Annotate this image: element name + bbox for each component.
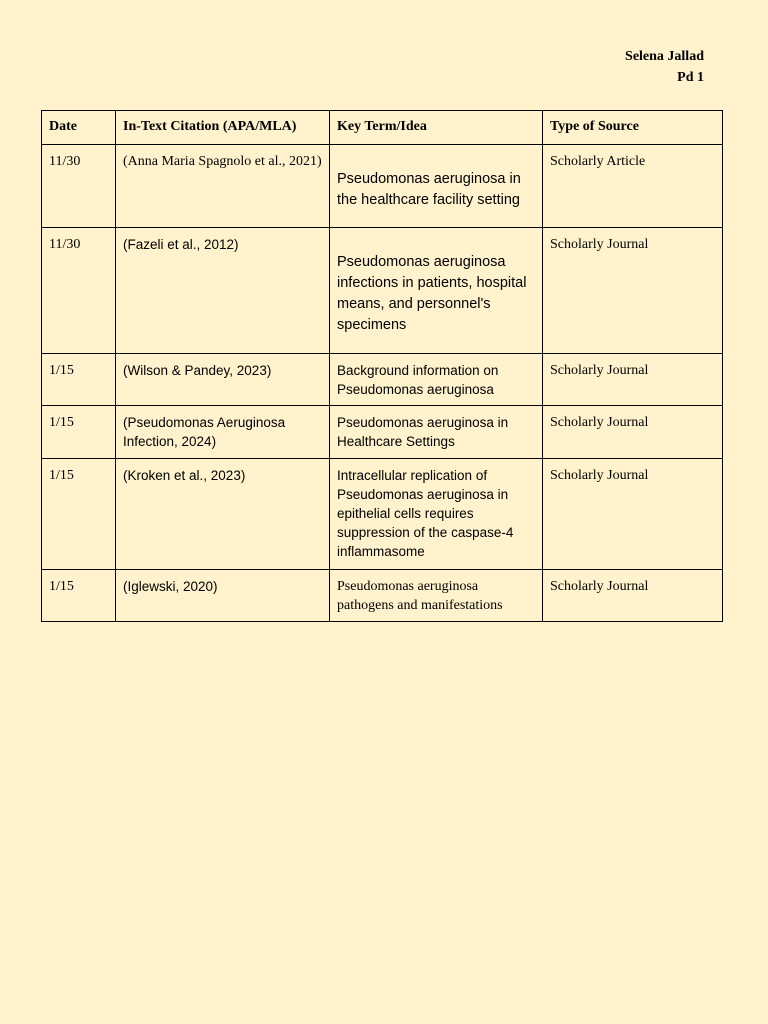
cell-source-type: Scholarly Journal — [543, 228, 723, 354]
cell-citation: (Pseudomonas Aeruginosa Infection, 2024) — [116, 406, 330, 459]
cell-date: 11/30 — [42, 228, 116, 354]
cell-date: 1/15 — [42, 459, 116, 570]
column-header-citation: In-Text Citation (APA/MLA) — [116, 111, 330, 145]
cell-citation: (Fazeli et al., 2012) — [116, 228, 330, 354]
student-name: Selena Jallad — [625, 49, 704, 64]
cell-date: 1/15 — [42, 354, 116, 406]
cell-key-idea: Pseudomonas aeruginosa pathogens and manifestations — [330, 570, 543, 622]
column-header-source-type: Type of Source — [543, 111, 723, 145]
sources-table — [41, 110, 723, 622]
cell-citation: (Kroken et al., 2023) — [116, 459, 330, 570]
cell-source-type: Scholarly Journal — [543, 570, 723, 622]
column-header-key-idea: Key Term/Idea — [330, 111, 543, 145]
cell-key-idea: Pseudomonas aeruginosa infections in patients, hospital means, and personnel's specimens — [330, 228, 543, 354]
table-row — [42, 228, 723, 354]
cell-citation: (Wilson & Pandey, 2023) — [116, 354, 330, 406]
cell-source-type: Scholarly Journal — [543, 354, 723, 406]
table-header-row — [42, 111, 723, 145]
column-header-date: Date — [42, 111, 116, 145]
cell-key-idea: Background information on Pseudomonas aeruginosa — [330, 354, 543, 406]
cell-date: 11/30 — [42, 145, 116, 228]
cell-date: 1/15 — [42, 406, 116, 459]
table-row — [42, 354, 723, 406]
cell-key-idea: Pseudomonas aeruginosa in the healthcare facility setting — [330, 145, 543, 228]
table-row — [42, 570, 723, 622]
cell-source-type: Scholarly Journal — [543, 459, 723, 570]
cell-date: 1/15 — [42, 570, 116, 622]
cell-citation: (Iglewski, 2020) — [116, 570, 330, 622]
cell-key-idea: Pseudomonas aeruginosa in Healthcare Settings — [330, 406, 543, 459]
cell-source-type: Scholarly Article — [543, 145, 723, 228]
cell-citation: (Anna Maria Spagnolo et al., 2021) — [116, 145, 330, 228]
table-row — [42, 406, 723, 459]
page-header — [625, 46, 704, 88]
cell-key-idea: Intracellular replication of Pseudomonas aeruginosa in epithelial cells requires suppression of the caspase-4 inflammasome — [330, 459, 543, 570]
table-row — [42, 459, 723, 570]
table-row — [42, 145, 723, 228]
class-period: Pd 1 — [677, 70, 704, 85]
cell-source-type: Scholarly Journal — [543, 406, 723, 459]
